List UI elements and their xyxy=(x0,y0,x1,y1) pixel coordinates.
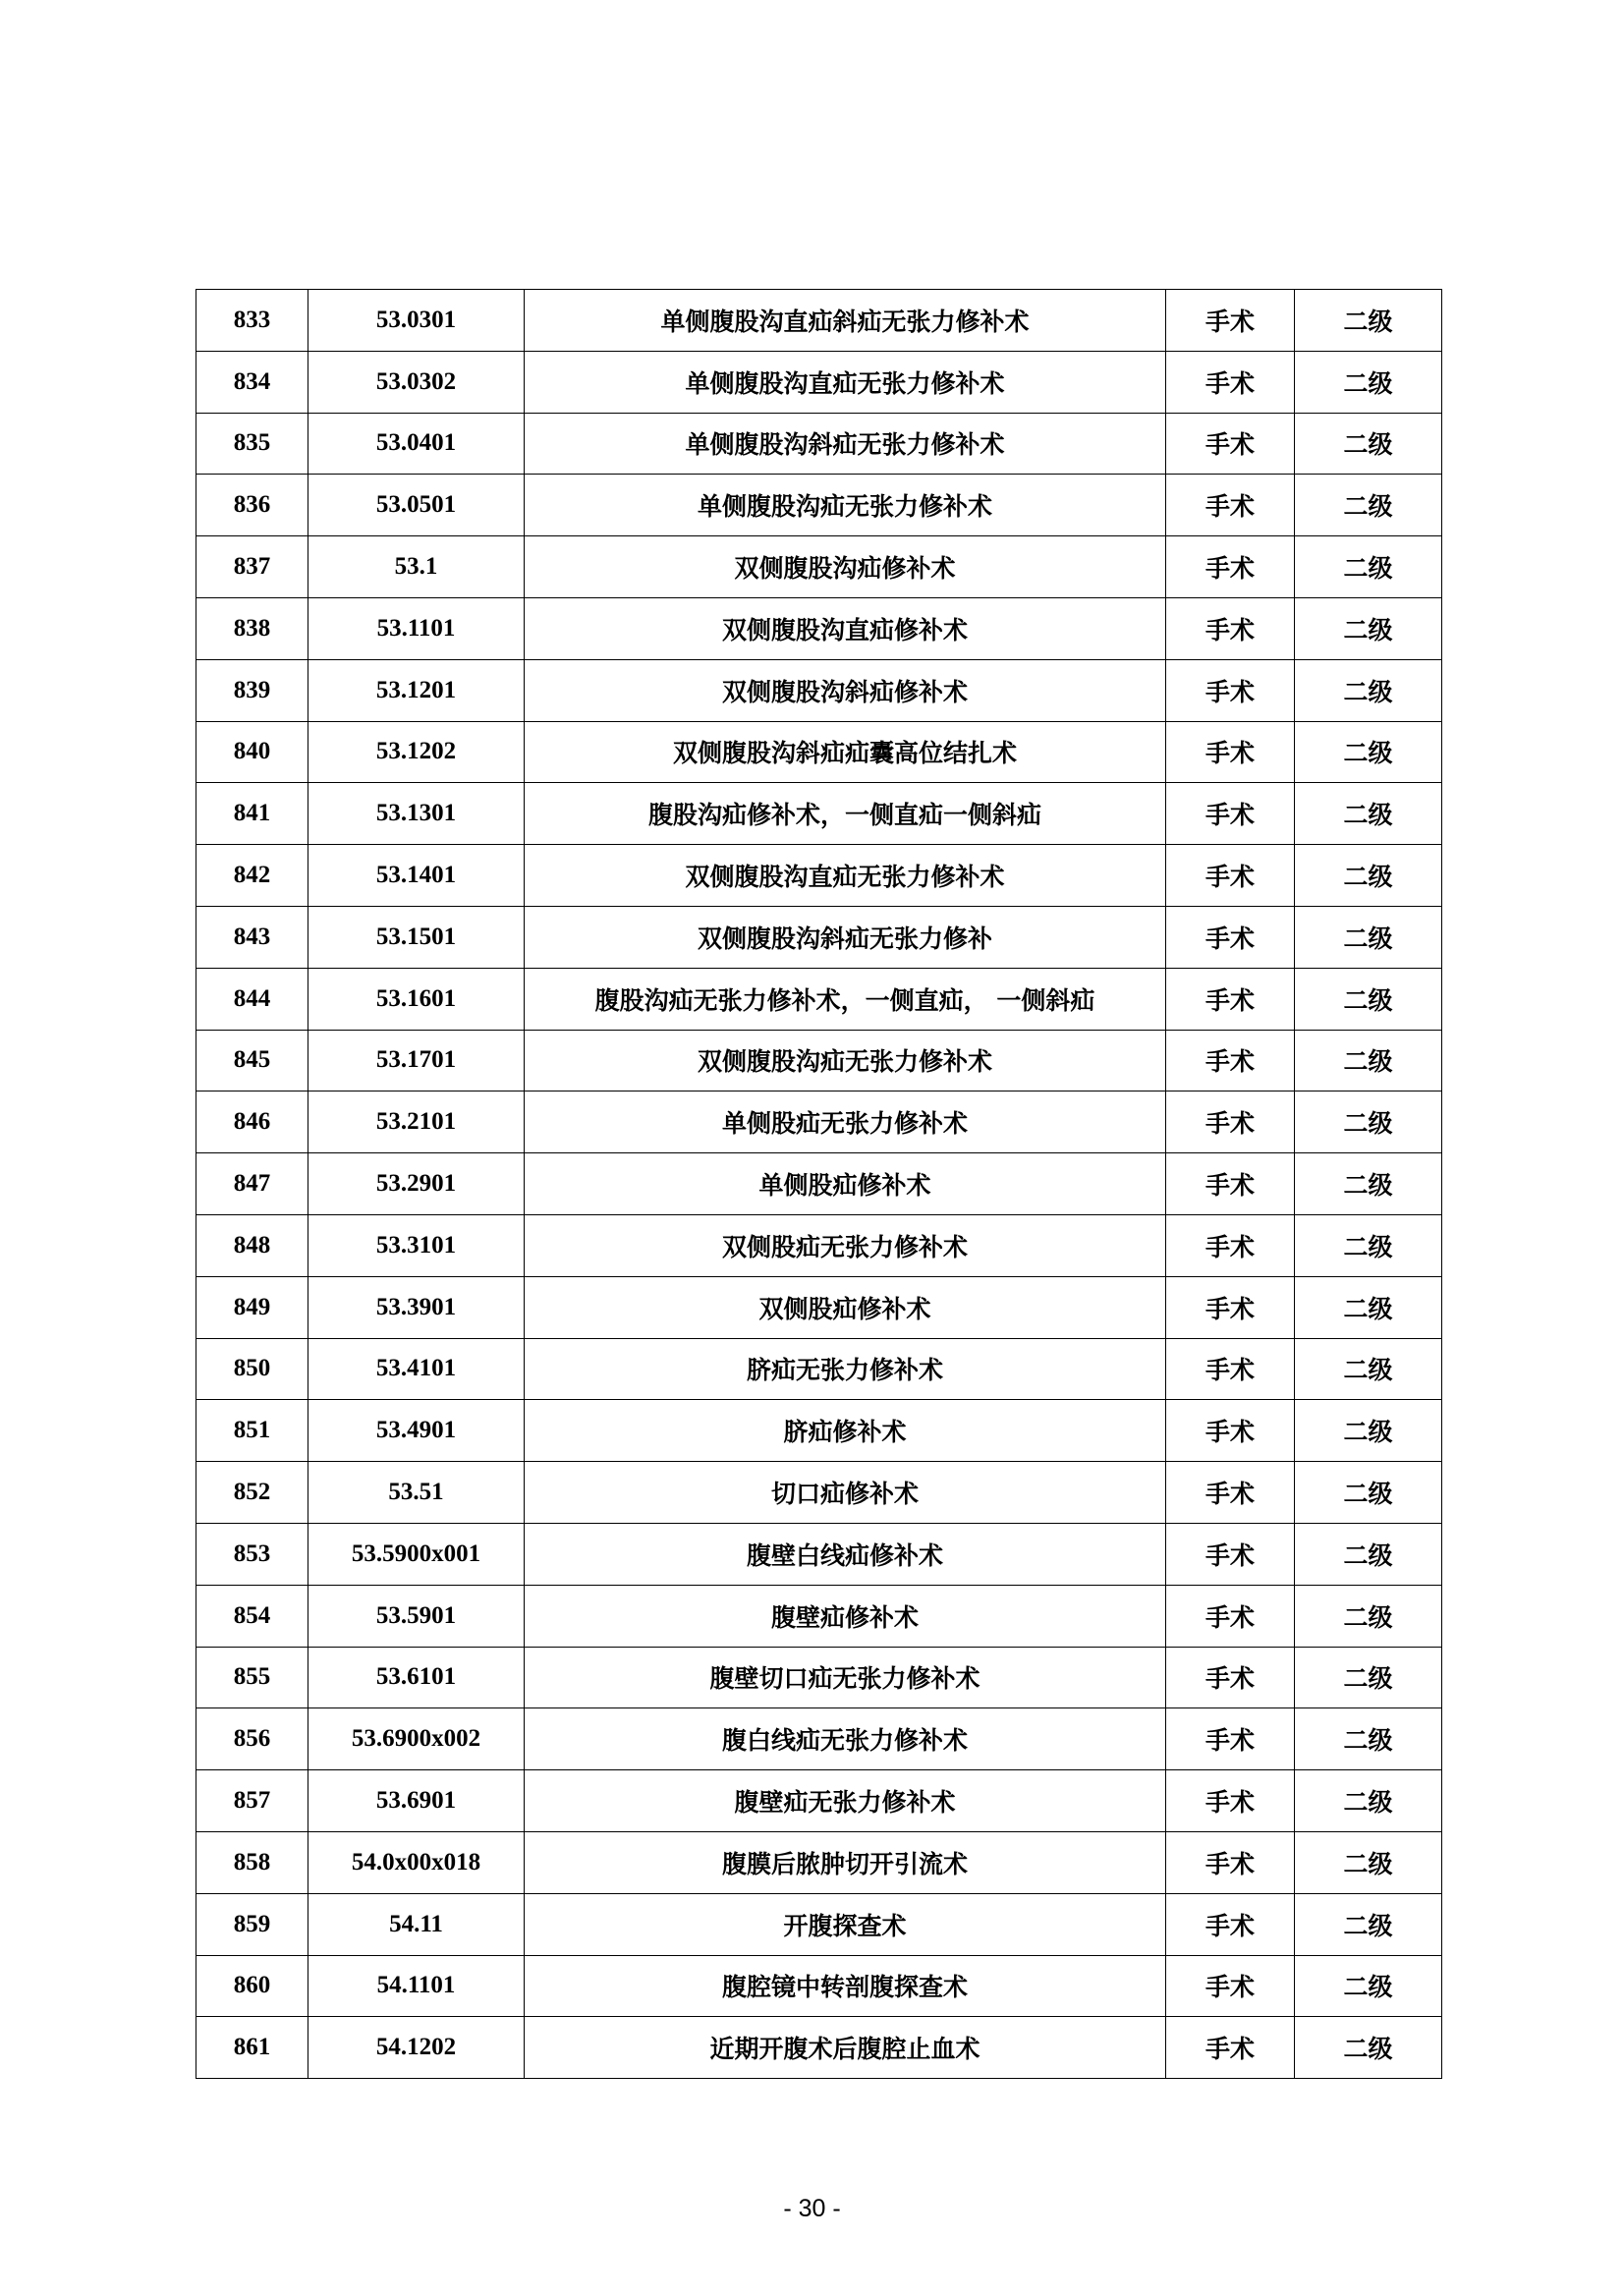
procedure-name-cell: 双侧腹股沟斜疝无张力修补 xyxy=(525,906,1166,968)
row-number-cell: 841 xyxy=(196,783,308,845)
table-row xyxy=(196,1214,1442,1276)
row-number-cell: 851 xyxy=(196,1400,308,1462)
table-row xyxy=(196,1153,1442,1215)
table-row xyxy=(196,968,1442,1030)
procedure-code-cell: 53.0302 xyxy=(308,351,525,413)
procedure-name-cell: 腹壁疝修补术 xyxy=(525,1585,1166,1647)
procedure-category-cell: 手术 xyxy=(1166,1955,1295,2017)
procedure-name-cell: 单侧股疝无张力修补术 xyxy=(525,1092,1166,1153)
procedure-code-cell: 53.0401 xyxy=(308,413,525,475)
procedure-name-cell: 双侧股疝无张力修补术 xyxy=(525,1214,1166,1276)
procedure-name-cell: 双侧腹股沟疝修补术 xyxy=(525,536,1166,598)
procedure-level-cell: 二级 xyxy=(1295,1585,1442,1647)
table-row xyxy=(196,1400,1442,1462)
procedure-level-cell: 二级 xyxy=(1295,536,1442,598)
procedure-category-cell: 手术 xyxy=(1166,1708,1295,1770)
table-row xyxy=(196,783,1442,845)
procedure-code-cell: 53.1 xyxy=(308,536,525,598)
procedure-code-cell: 53.1601 xyxy=(308,968,525,1030)
row-number-cell: 859 xyxy=(196,1893,308,1955)
procedure-code-cell: 54.1202 xyxy=(308,2017,525,2079)
procedure-level-cell: 二级 xyxy=(1295,290,1442,352)
table-row xyxy=(196,1893,1442,1955)
procedure-name-cell: 近期开腹术后腹腔止血术 xyxy=(525,2017,1166,2079)
procedure-category-cell: 手术 xyxy=(1166,536,1295,598)
row-number-cell: 861 xyxy=(196,2017,308,2079)
procedure-category-cell: 手术 xyxy=(1166,968,1295,1030)
procedure-code-cell: 53.3901 xyxy=(308,1276,525,1338)
procedure-level-cell: 二级 xyxy=(1295,475,1442,536)
table-row xyxy=(196,1831,1442,1893)
procedure-name-cell: 脐疝无张力修补术 xyxy=(525,1338,1166,1400)
procedure-code-cell: 53.0501 xyxy=(308,475,525,536)
procedure-name-cell: 单侧股疝修补术 xyxy=(525,1153,1166,1215)
procedure-category-cell: 手术 xyxy=(1166,721,1295,783)
procedure-level-cell: 二级 xyxy=(1295,1770,1442,1832)
procedure-code-cell: 54.11 xyxy=(308,1893,525,1955)
procedure-name-cell: 腹壁疝无张力修补术 xyxy=(525,1770,1166,1832)
procedure-code-cell: 53.5900x001 xyxy=(308,1523,525,1585)
row-number-cell: 845 xyxy=(196,1030,308,1092)
procedure-name-cell: 单侧腹股沟直疝斜疝无张力修补术 xyxy=(525,290,1166,352)
procedure-name-cell: 腹腔镜中转剖腹探查术 xyxy=(525,1955,1166,2017)
procedure-name-cell: 切口疝修补术 xyxy=(525,1462,1166,1524)
procedure-category-cell: 手术 xyxy=(1166,413,1295,475)
row-number-cell: 843 xyxy=(196,906,308,968)
procedure-name-cell: 开腹探查术 xyxy=(525,1893,1166,1955)
table-row xyxy=(196,1030,1442,1092)
table-row xyxy=(196,475,1442,536)
procedure-level-cell: 二级 xyxy=(1295,2017,1442,2079)
procedure-code-cell: 53.1701 xyxy=(308,1030,525,1092)
row-number-cell: 846 xyxy=(196,1092,308,1153)
procedure-category-cell: 手术 xyxy=(1166,1092,1295,1153)
procedure-name-cell: 腹膜后脓肿切开引流术 xyxy=(525,1831,1166,1893)
procedure-table-body xyxy=(196,290,1442,2079)
procedure-category-cell: 手术 xyxy=(1166,1400,1295,1462)
table-row xyxy=(196,2017,1442,2079)
procedure-category-cell: 手术 xyxy=(1166,1893,1295,1955)
procedure-category-cell: 手术 xyxy=(1166,290,1295,352)
procedure-code-cell: 53.2901 xyxy=(308,1153,525,1215)
row-number-cell: 860 xyxy=(196,1955,308,2017)
procedure-category-cell: 手术 xyxy=(1166,1770,1295,1832)
procedure-name-cell: 双侧腹股沟斜疝修补术 xyxy=(525,659,1166,721)
procedure-level-cell: 二级 xyxy=(1295,721,1442,783)
procedure-category-cell: 手术 xyxy=(1166,906,1295,968)
table-row xyxy=(196,659,1442,721)
procedure-code-cell: 53.51 xyxy=(308,1462,525,1524)
procedure-name-cell: 双侧股疝修补术 xyxy=(525,1276,1166,1338)
row-number-cell: 837 xyxy=(196,536,308,598)
procedure-code-cell: 53.6900x002 xyxy=(308,1708,525,1770)
procedure-name-cell: 双侧腹股沟直疝修补术 xyxy=(525,597,1166,659)
table-row xyxy=(196,1647,1442,1708)
procedure-category-cell: 手术 xyxy=(1166,1585,1295,1647)
procedure-level-cell: 二级 xyxy=(1295,1893,1442,1955)
table-row xyxy=(196,351,1442,413)
procedure-level-cell: 二级 xyxy=(1295,1462,1442,1524)
procedure-level-cell: 二级 xyxy=(1295,968,1442,1030)
procedure-level-cell: 二级 xyxy=(1295,1831,1442,1893)
procedure-level-cell: 二级 xyxy=(1295,1214,1442,1276)
row-number-cell: 842 xyxy=(196,845,308,907)
table-row xyxy=(196,1092,1442,1153)
procedure-code-cell: 53.0301 xyxy=(308,290,525,352)
row-number-cell: 834 xyxy=(196,351,308,413)
procedure-category-cell: 手术 xyxy=(1166,1214,1295,1276)
procedure-name-cell: 单侧腹股沟疝无张力修补术 xyxy=(525,475,1166,536)
procedure-category-cell: 手术 xyxy=(1166,1030,1295,1092)
procedure-level-cell: 二级 xyxy=(1295,1955,1442,2017)
procedure-name-cell: 腹股沟疝无张力修补术，一侧直疝， 一侧斜疝 xyxy=(525,968,1166,1030)
procedure-category-cell: 手术 xyxy=(1166,1462,1295,1524)
procedure-level-cell: 二级 xyxy=(1295,1276,1442,1338)
procedure-code-cell: 53.1101 xyxy=(308,597,525,659)
row-number-cell: 844 xyxy=(196,968,308,1030)
table-row xyxy=(196,1338,1442,1400)
procedure-code-cell: 53.5901 xyxy=(308,1585,525,1647)
row-number-cell: 854 xyxy=(196,1585,308,1647)
procedure-name-cell: 腹股沟疝修补术，一侧直疝一侧斜疝 xyxy=(525,783,1166,845)
procedure-name-cell: 腹壁白线疝修补术 xyxy=(525,1523,1166,1585)
procedure-code-cell: 53.4901 xyxy=(308,1400,525,1462)
table-row xyxy=(196,1523,1442,1585)
procedure-name-cell: 脐疝修补术 xyxy=(525,1400,1166,1462)
procedure-category-cell: 手术 xyxy=(1166,1338,1295,1400)
procedure-category-cell: 手术 xyxy=(1166,1523,1295,1585)
procedure-code-cell: 53.6101 xyxy=(308,1647,525,1708)
table-row xyxy=(196,1276,1442,1338)
row-number-cell: 852 xyxy=(196,1462,308,1524)
row-number-cell: 839 xyxy=(196,659,308,721)
procedure-level-cell: 二级 xyxy=(1295,1030,1442,1092)
procedure-code-cell: 53.1401 xyxy=(308,845,525,907)
procedure-level-cell: 二级 xyxy=(1295,1708,1442,1770)
row-number-cell: 840 xyxy=(196,721,308,783)
procedure-level-cell: 二级 xyxy=(1295,845,1442,907)
row-number-cell: 855 xyxy=(196,1647,308,1708)
procedure-category-cell: 手术 xyxy=(1166,2017,1295,2079)
procedure-level-cell: 二级 xyxy=(1295,1523,1442,1585)
procedure-name-cell: 双侧腹股沟直疝无张力修补术 xyxy=(525,845,1166,907)
row-number-cell: 853 xyxy=(196,1523,308,1585)
procedure-level-cell: 二级 xyxy=(1295,1338,1442,1400)
table-row xyxy=(196,1955,1442,2017)
table-row xyxy=(196,845,1442,907)
procedure-code-cell: 54.0x00x018 xyxy=(308,1831,525,1893)
row-number-cell: 850 xyxy=(196,1338,308,1400)
row-number-cell: 858 xyxy=(196,1831,308,1893)
procedure-level-cell: 二级 xyxy=(1295,906,1442,968)
procedure-category-cell: 手术 xyxy=(1166,659,1295,721)
procedure-category-cell: 手术 xyxy=(1166,597,1295,659)
procedure-name-cell: 单侧腹股沟斜疝无张力修补术 xyxy=(525,413,1166,475)
procedure-category-cell: 手术 xyxy=(1166,1831,1295,1893)
procedure-name-cell: 双侧腹股沟斜疝疝囊高位结扎术 xyxy=(525,721,1166,783)
procedure-level-cell: 二级 xyxy=(1295,1400,1442,1462)
table-row xyxy=(196,597,1442,659)
procedure-category-cell: 手术 xyxy=(1166,475,1295,536)
table-row xyxy=(196,1708,1442,1770)
procedure-level-cell: 二级 xyxy=(1295,1153,1442,1215)
procedure-level-cell: 二级 xyxy=(1295,413,1442,475)
procedure-code-cell: 54.1101 xyxy=(308,1955,525,2017)
procedure-code-cell: 53.1301 xyxy=(308,783,525,845)
procedure-code-cell: 53.3101 xyxy=(308,1214,525,1276)
row-number-cell: 847 xyxy=(196,1153,308,1215)
row-number-cell: 857 xyxy=(196,1770,308,1832)
procedure-code-cell: 53.1201 xyxy=(308,659,525,721)
procedure-code-cell: 53.4101 xyxy=(308,1338,525,1400)
table-row xyxy=(196,906,1442,968)
procedure-level-cell: 二级 xyxy=(1295,659,1442,721)
table-row xyxy=(196,536,1442,598)
row-number-cell: 849 xyxy=(196,1276,308,1338)
procedure-category-cell: 手术 xyxy=(1166,351,1295,413)
row-number-cell: 856 xyxy=(196,1708,308,1770)
procedure-code-cell: 53.1501 xyxy=(308,906,525,968)
procedure-category-cell: 手术 xyxy=(1166,1276,1295,1338)
procedure-table xyxy=(196,289,1442,2079)
procedure-category-cell: 手术 xyxy=(1166,845,1295,907)
procedure-category-cell: 手术 xyxy=(1166,783,1295,845)
table-row xyxy=(196,413,1442,475)
procedure-name-cell: 双侧腹股沟疝无张力修补术 xyxy=(525,1030,1166,1092)
row-number-cell: 833 xyxy=(196,290,308,352)
procedure-category-cell: 手术 xyxy=(1166,1647,1295,1708)
table-row xyxy=(196,1585,1442,1647)
procedure-level-cell: 二级 xyxy=(1295,1092,1442,1153)
procedure-level-cell: 二级 xyxy=(1295,597,1442,659)
procedure-level-cell: 二级 xyxy=(1295,1647,1442,1708)
procedure-category-cell: 手术 xyxy=(1166,1153,1295,1215)
procedure-code-cell: 53.6901 xyxy=(308,1770,525,1832)
procedure-name-cell: 腹白线疝无张力修补术 xyxy=(525,1708,1166,1770)
table-row xyxy=(196,1462,1442,1524)
row-number-cell: 848 xyxy=(196,1214,308,1276)
row-number-cell: 838 xyxy=(196,597,308,659)
procedure-level-cell: 二级 xyxy=(1295,783,1442,845)
page-number: - 30 - xyxy=(783,2195,841,2222)
procedure-level-cell: 二级 xyxy=(1295,351,1442,413)
table-row xyxy=(196,721,1442,783)
procedure-name-cell: 腹壁切口疝无张力修补术 xyxy=(525,1647,1166,1708)
row-number-cell: 836 xyxy=(196,475,308,536)
table-row xyxy=(196,290,1442,352)
table-row xyxy=(196,1770,1442,1832)
procedure-code-cell: 53.1202 xyxy=(308,721,525,783)
procedure-name-cell: 单侧腹股沟直疝无张力修补术 xyxy=(525,351,1166,413)
procedure-code-cell: 53.2101 xyxy=(308,1092,525,1153)
row-number-cell: 835 xyxy=(196,413,308,475)
